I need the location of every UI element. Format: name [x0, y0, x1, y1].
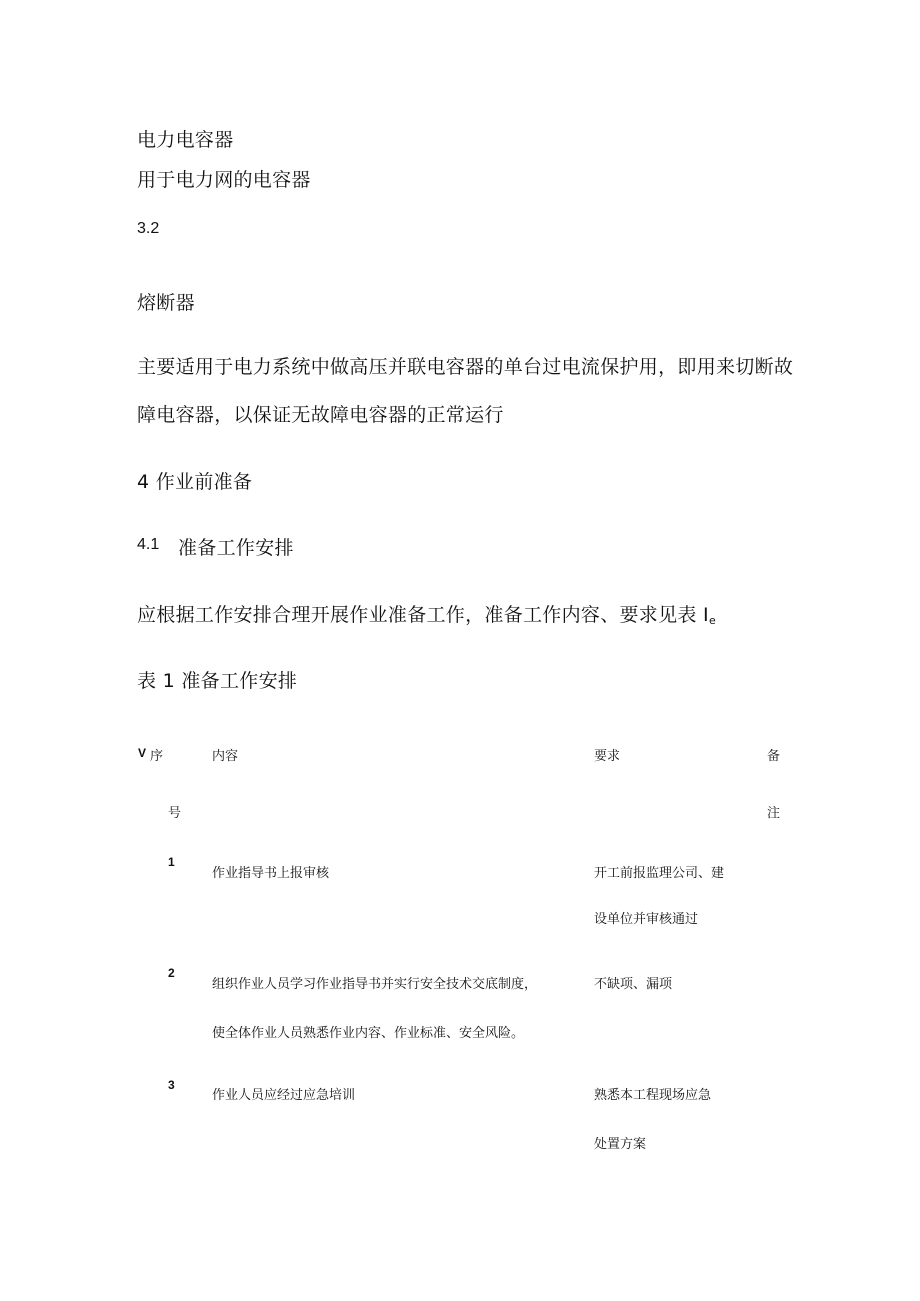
remark-header-line2: 注: [767, 806, 781, 821]
table-row-3-content: 作业人员应经过应急培训: [212, 1088, 356, 1103]
table-row-1-content: 作业指导书上报审核: [212, 866, 330, 881]
table-row-3-number: 3: [168, 1078, 175, 1092]
fuse-description-line2: 障电容器，以保证无故障电容器的正常运行: [137, 404, 504, 426]
capacitor-description: 用于电力网的电容器: [137, 169, 311, 191]
fuse-heading: 熔断器: [137, 292, 195, 314]
table-row-2-number: 2: [168, 966, 175, 980]
table-row-3-requirement-line2: 处置方案: [594, 1137, 647, 1152]
check-column-header: V: [138, 746, 147, 760]
table-title: 表 1 准备工作安排: [137, 670, 298, 692]
prep-paragraph: [137, 600, 716, 627]
table-row-3-requirement-line1: 熟悉本工程现场应急: [594, 1088, 712, 1103]
prep-paragraph-subscript: e: [708, 614, 717, 627]
requirement-column-header: 要求: [594, 749, 621, 764]
table-row-1-requirement-line2: 设单位并审核通过: [594, 912, 699, 927]
seq-header-line2: 号: [168, 806, 182, 821]
section-4-heading: 4 作业前准备: [137, 471, 253, 493]
seq-header-line1: 序: [150, 749, 164, 764]
content-column-header: 内容: [212, 749, 239, 764]
remark-header-line1: 备: [767, 749, 781, 764]
table-row-2-requirement: 不缺项、漏项: [594, 977, 673, 992]
fuse-description-line1: 主要适用于电力系统中做高压并联电容器的单台过电流保护用，即用来切断故: [137, 356, 794, 378]
section-number-3-2: 3.2: [137, 220, 160, 237]
section-4-1-number: 4.1: [137, 536, 160, 553]
prep-paragraph-text: 应根据工作安排合理开展作业准备工作，准备工作内容、要求见表 I: [137, 604, 709, 626]
table-row-1-number: 1: [168, 855, 175, 869]
table-row-2-content-line2: 使全体作业人员熟悉作业内容、作业标准、安全风险。: [212, 1026, 525, 1041]
table-row-1-requirement-line1: 开工前报监理公司、建: [594, 866, 725, 881]
table-row-2-content-line1: 组织作业人员学习作业指导书并实行安全技术交底制度，: [212, 977, 538, 992]
capacitor-heading: 电力电容器: [137, 129, 234, 151]
section-4-1-heading: 准备工作安排: [178, 537, 294, 559]
